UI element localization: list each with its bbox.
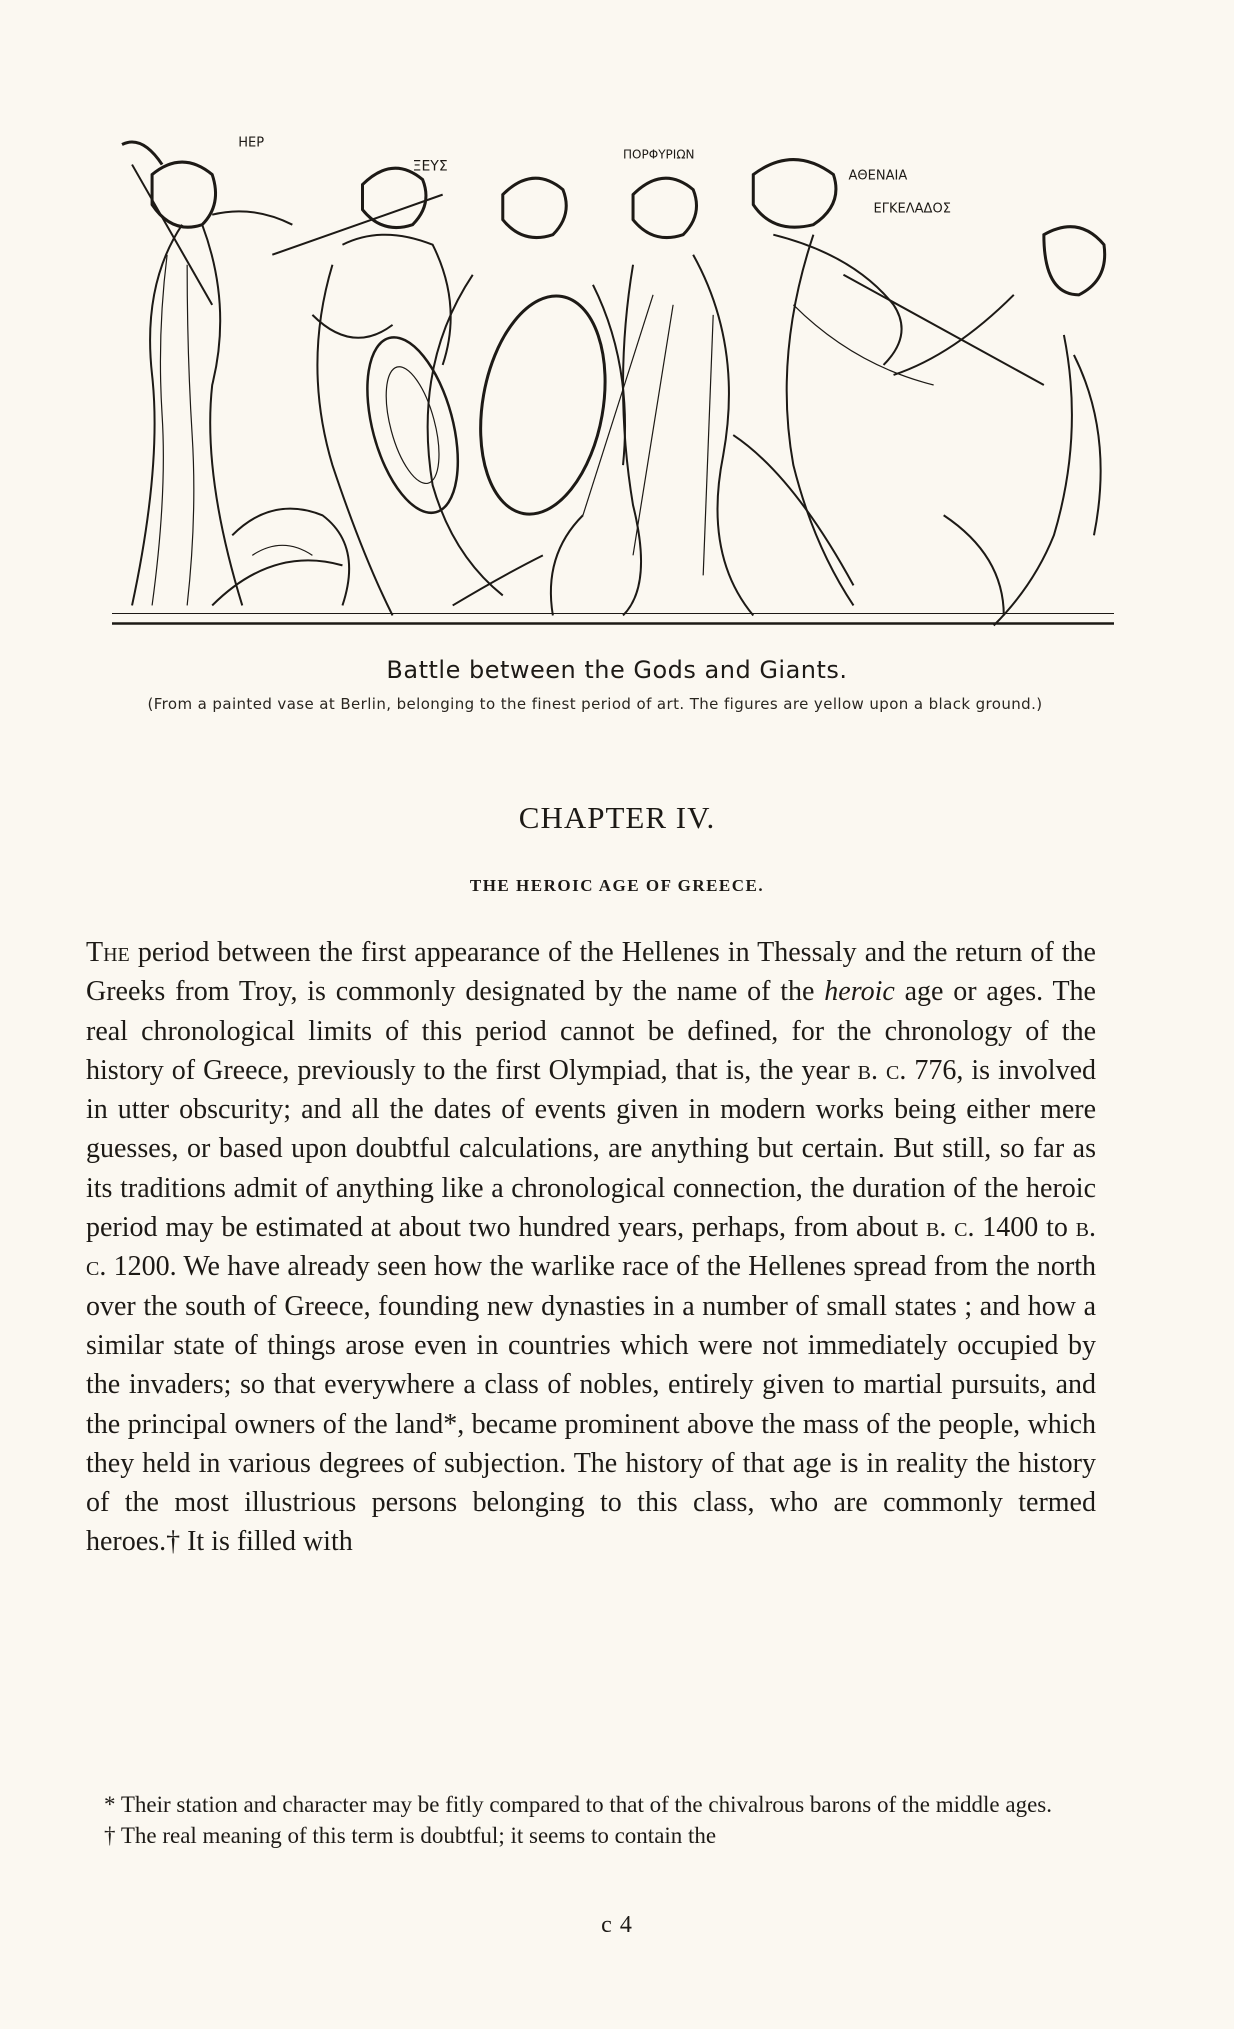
- inscription-porphyrion: ΠΟΡΦΥΡΙΩΝ: [623, 147, 695, 162]
- inscription-athena: ΑΘΕΝΑΙΑ: [848, 168, 908, 184]
- figure-hera: [122, 142, 292, 605]
- figure-giant-center: [428, 178, 625, 615]
- body-segment-2: age or ages. The real chronological limits of this period cannot be defined, for the chronology of the history of Greece, previously to the first Olympiad, that is, the year: [86, 976, 1096, 1086]
- body-segment-1: period between the first appearance of the Hellenes in Thessaly and the return of the Greeks from Troy, is commonly designated by the name of the: [86, 937, 1096, 1008]
- chapter-subtitle: THE HEROIC AGE OF GREECE.: [469, 876, 765, 895]
- inscription-hera: HEP: [238, 135, 265, 151]
- chapter-heading: CHAPTER IV.: [518, 800, 716, 835]
- signature-mark: c 4: [601, 1912, 633, 1938]
- footnotes: [80, 1790, 1090, 1850]
- inscription-enkelados: ΕΓΚΕΛΑΔΟΣ: [873, 201, 951, 217]
- emphasis-heroic: heroic: [824, 976, 895, 1008]
- figure-porphyrion: [583, 178, 854, 615]
- body-paragraph: [86, 933, 1096, 1562]
- body-segment-4: 1400 to: [974, 1212, 1076, 1244]
- footnote-1: * Their station and character may be fitly compared to that of the chivalrous barons of the middle ages.: [104, 1792, 1053, 1817]
- gods-giants-illustration: [112, 130, 1114, 640]
- era-marker-2: b. c.: [926, 1212, 975, 1244]
- figure-zeus: [272, 168, 474, 615]
- figure-note: (From a painted vase at Berlin, belonging to the finest period of art. The figures are yellow upon a black ground.): [147, 695, 1043, 713]
- era-marker-3: b. c.: [86, 1212, 1097, 1283]
- footnote-2: † The real meaning of this term is doubtful; it seems to contain the: [104, 1823, 717, 1848]
- era-marker-1: b. c.: [857, 1054, 907, 1086]
- figure-enkelados: [894, 227, 1105, 626]
- figure-fallen-giant-left: [212, 509, 349, 606]
- lead-word: The: [86, 937, 130, 968]
- body-segment-5: 1200. We have already seen how the warlike race of the Hellenes spread from the north over the south of Greece, founding new dynasties in a number of small states ; and how a similar state of things arose even in countries which were not immediately occupied by the invaders; so that everywhere a class of nobles, entirely given to martial pursuits, and the principal owners of the land*, became prominent above the mass of the people, which they held in various degrees of subjection. The history of that age is in reality the history of the most illustrious persons belonging to this class, who are commonly termed heroes.† It is filled with: [86, 1251, 1096, 1558]
- body-segment-3: 776, is involved in utter obscurity; and all the dates of events given in modern works being either mere guesses, or based upon doubtful calculations, are anything but certain. But still, so far as its traditions admit of anything like a chronological connection, the duration of the heroic period may be estimated at about two hundred years, perhaps, from about: [86, 1054, 1096, 1244]
- inscription-zeus: ΞΕΥΣ: [412, 158, 448, 175]
- figure-athena: [753, 160, 1044, 606]
- figure-caption: Battle between the Gods and Giants.: [386, 656, 848, 684]
